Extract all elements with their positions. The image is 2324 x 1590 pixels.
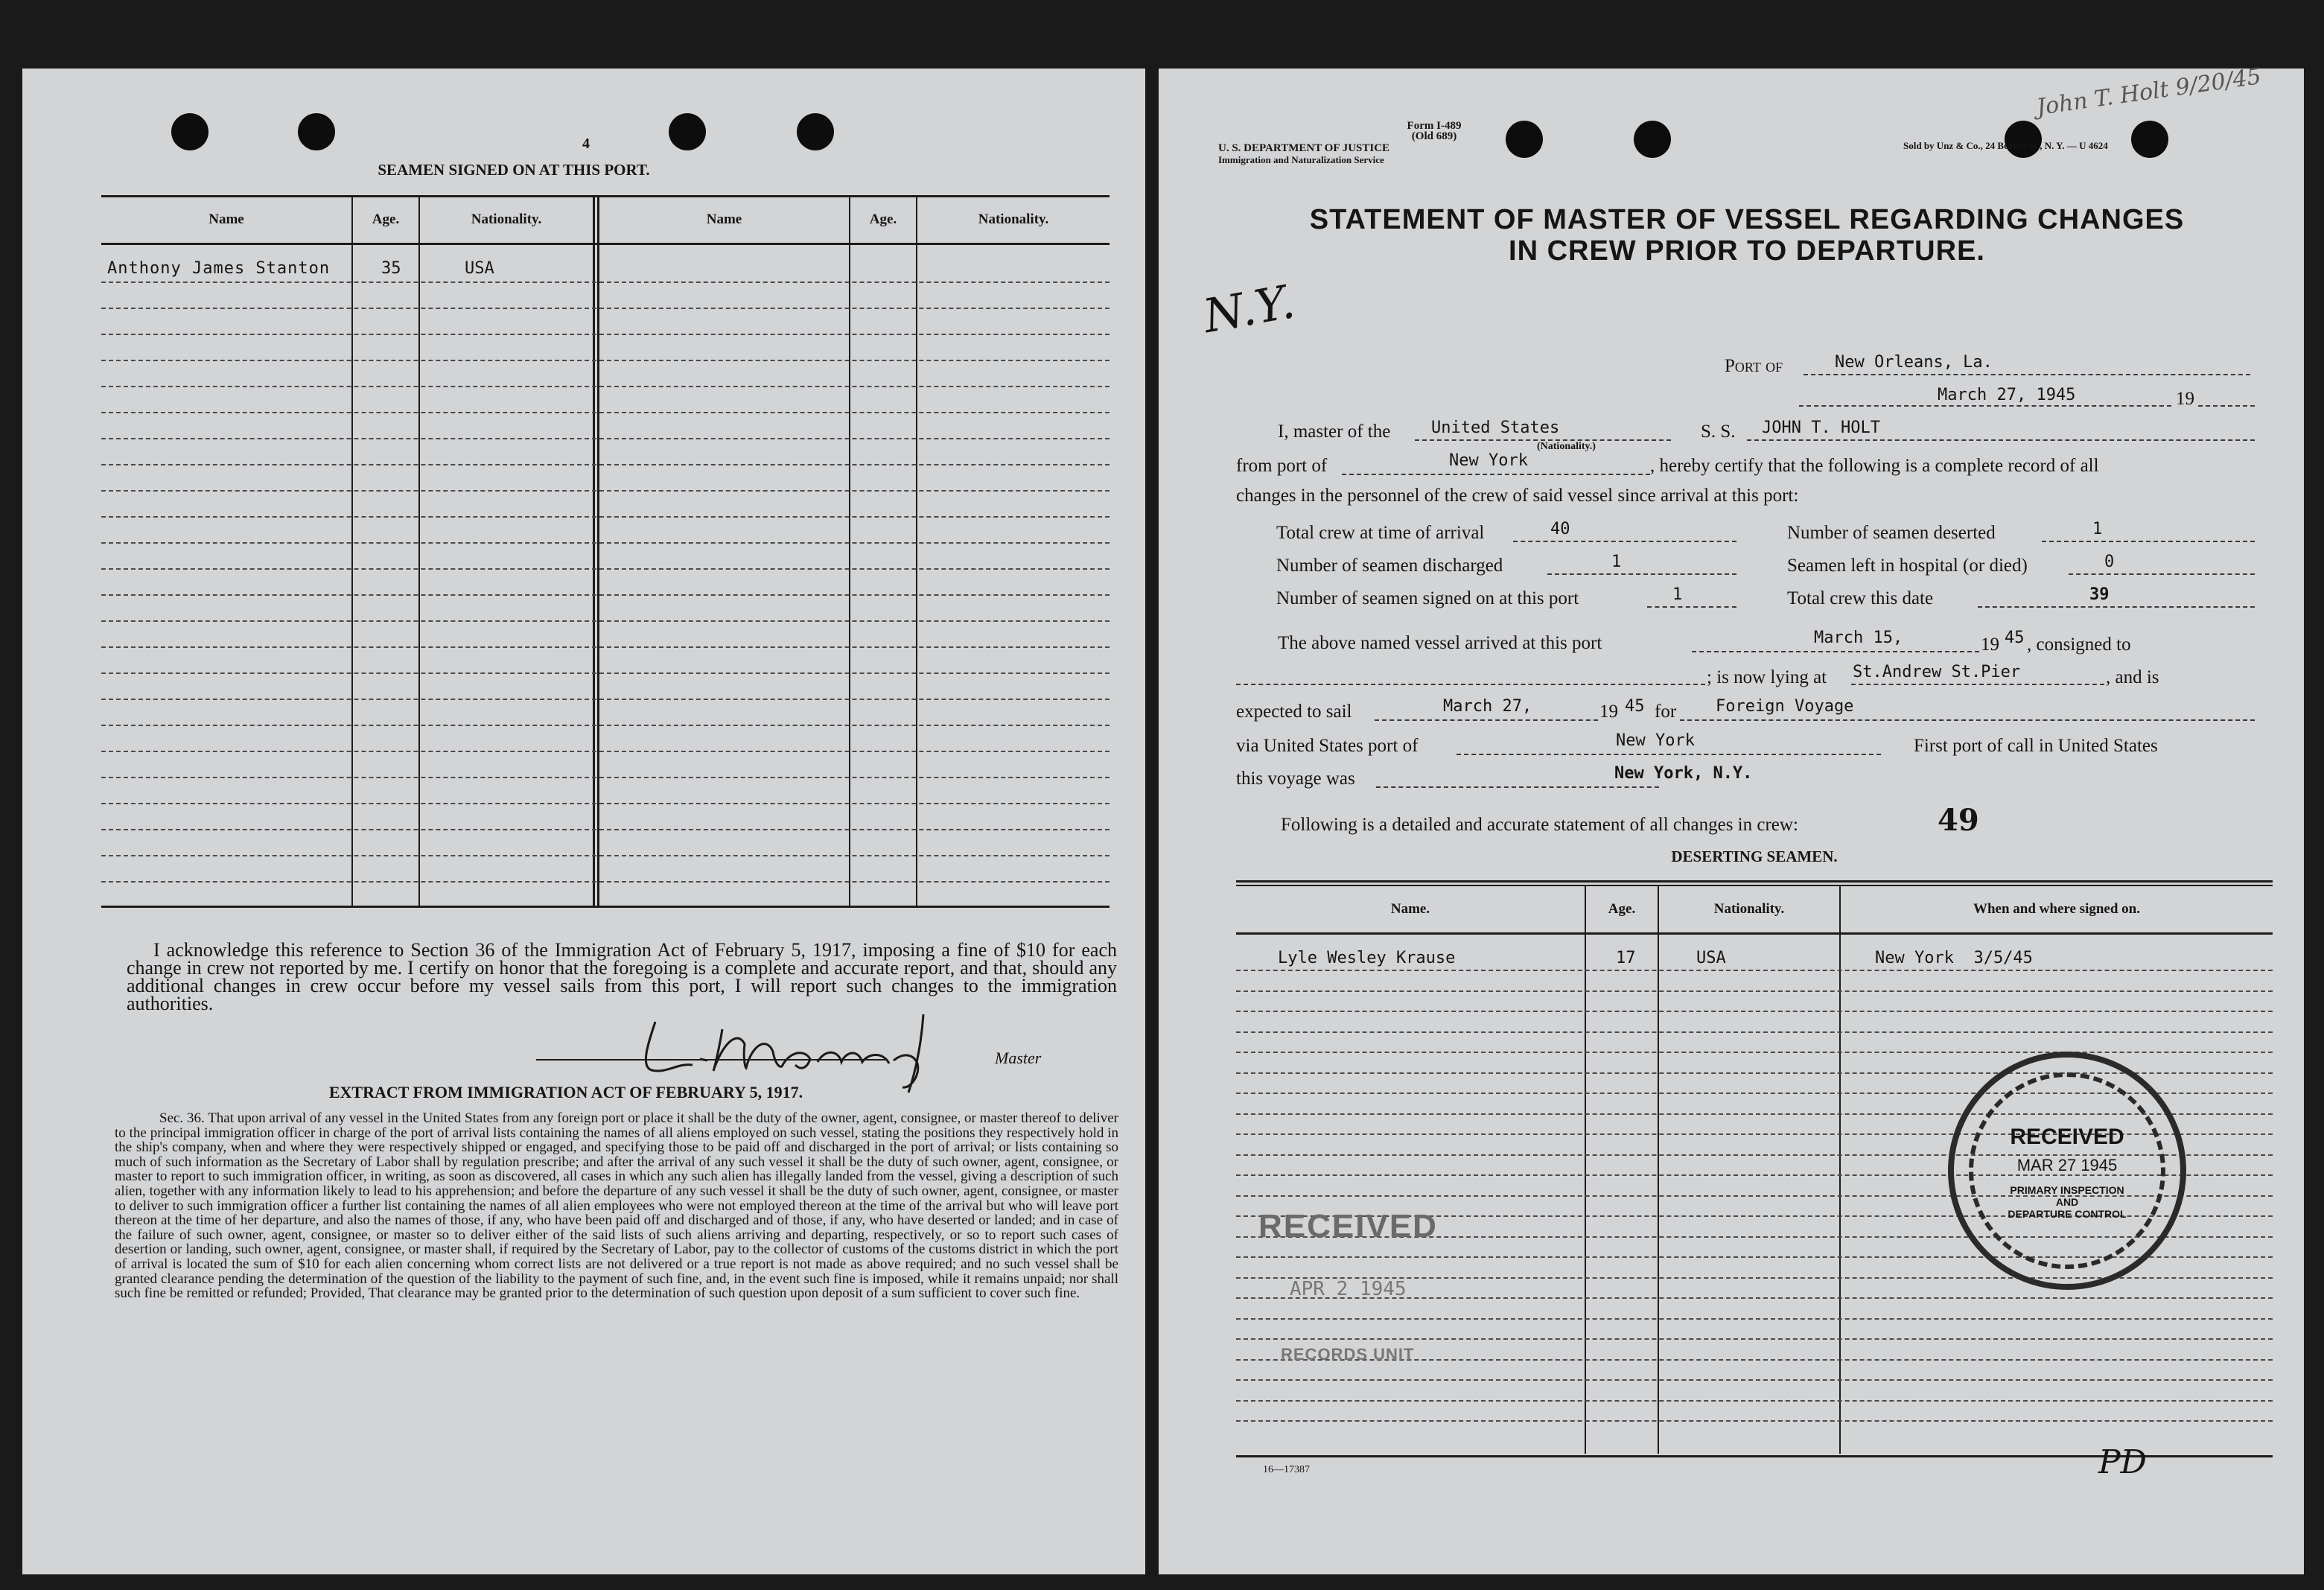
column-rule — [849, 197, 850, 906]
expected-label: expected to sail — [1236, 702, 1352, 722]
fill-line — [2042, 541, 2255, 542]
stamp-line3: DEPARTURE CONTROL — [2008, 1208, 2127, 1220]
fill-line — [1747, 439, 2255, 441]
signature-line — [536, 1059, 886, 1060]
form-number: Form I-489 — [1407, 120, 1462, 132]
punch-hole — [298, 113, 335, 150]
table-row-rule — [101, 672, 1110, 674]
total-arrival-label: Total crew at time of arrival — [1276, 523, 1485, 543]
col-header-age: Age. — [869, 212, 897, 227]
table-row-rule — [101, 725, 1110, 726]
table-row-rule — [101, 282, 1110, 283]
table-top-rule — [101, 195, 1110, 197]
fill-line — [1513, 541, 1736, 542]
table-row-rule — [101, 360, 1110, 361]
discharged-label: Number of seamen discharged — [1276, 556, 1503, 576]
deserter-name: Lyle Wesley Krause — [1278, 949, 1456, 967]
table-row-rule — [101, 386, 1110, 387]
table-row-rule — [101, 568, 1110, 570]
this-voyage-value: New York, N.Y. — [1614, 764, 1753, 783]
table-top-rule — [1236, 880, 2273, 883]
changes-text: changes in the personnel of the crew of said vessel since arrival at this port: — [1236, 486, 1799, 506]
table-row-rule — [101, 438, 1110, 439]
table-bottom-rule — [101, 906, 1110, 908]
sail-year: 45 — [1625, 697, 1645, 716]
col-header-nationality: Nationality. — [471, 212, 542, 227]
form-title-line1: STATEMENT OF MASTER OF VESSEL REGARDING CHANGES — [1309, 204, 2185, 235]
destination-value: Foreign Voyage — [1716, 697, 1854, 716]
extract-text: Sec. 36. That upon arrival of any vessel in the United States from any foreign port or place it shall be the duty of the owner, agent, consignee, or master thereof to deliver to the principal immigration officer in charge of the port of arrival lists containing the names of all aliens employed on such vessel, stating the positions they respectively hold in the ship's company, when and where they were respectively shipped or engaged, and specifying those to be paid off and discharged in the port of arrival; or lists containing so much of such information as the Secretary of Labor shall by regulation prescribe; and after the arrival of any such vessel it shall be the duty of such owner, agent, consignee, or master to report to such immigration officer, in writing, as soon as discovered, all cases in which any such alien has illegally landed from the vessel, giving a description of such alien, together with any information likely to lead to his apprehension; and before the departure of any such vessel it shall be the duty of such owner, agent, consignee, or master to deliver to such immigration officer a further list containing the names of all alien employees who were not employed thereon at the time of the arrival but who will leave port thereon at the time of her departure, and also the names of those, if any, who have been paid off and discharged and of those, if any, who have deserted or landed; and in case of the failure of such owner, agent, consignee, or master so to deliver either of the said lists of such aliens arriving and departing, respectively, or so to report such cases of desertion or landing, such owner, agent, consignee, or master shall, if required by the Secretary of Labor, pay to the collector of customs of the customs district in which the port of arrival is located the sum of $10 for each alien concerning whom correct lists are not delivered or a true report is not made as above required; and no such vessel shall be granted clearance pending the determination of the question of the liability to the payment of such fine, and, in the event such fine is imposed, while it remains unpaid; nor shall such fine be remitted or refunded; Provided, That clearance may be granted prior to the determination of such question upon deposit of a sum sufficient to cover such fine. — [115, 1110, 1118, 1302]
department-name: U. S. DEPARTMENT OF JUSTICE — [1218, 142, 1390, 154]
fill-line — [1342, 474, 1650, 475]
table-row-rule — [101, 464, 1110, 465]
deserting-heading: DESERTING SEAMEN. — [1671, 848, 1838, 865]
discharged-value: 1 — [1611, 553, 1622, 571]
column-rule — [916, 197, 917, 906]
stamp-received: RECEIVED — [2010, 1125, 2124, 1149]
table-row-rule — [1236, 1031, 2273, 1033]
column-rule — [593, 197, 595, 906]
seaman-age: 35 — [381, 259, 401, 278]
table-row-rule — [101, 829, 1110, 830]
column-rule — [1585, 886, 1586, 1454]
fill-line — [1978, 606, 2255, 608]
and-is-label: , and is — [2106, 667, 2159, 687]
first-port-label: First port of call in United States — [1914, 736, 2158, 756]
this-voyage-label: this voyage was — [1236, 769, 1355, 789]
arrived-year: 45 — [2005, 629, 2025, 647]
column-rule — [418, 197, 420, 906]
consigned-label: , consigned to — [2027, 635, 2131, 655]
col-header-nationality: Nationality. — [1713, 901, 1785, 917]
seller-imprint: Sold by Unz & Co., 24 Beaver St., N. Y. — U 4624 — [1903, 140, 2108, 151]
signed-on-value: 1 — [1672, 585, 1683, 604]
punch-hole — [171, 113, 208, 150]
table-row-rule — [101, 751, 1110, 752]
seaman-name: Anthony James Stanton — [107, 259, 331, 278]
for-label: for — [1655, 702, 1677, 722]
master-of-label: I, master of the — [1278, 422, 1391, 442]
table-row-rule — [101, 803, 1110, 804]
fill-line — [1692, 651, 1979, 652]
nationality-value: United States — [1431, 419, 1560, 437]
column-rule — [351, 197, 353, 906]
table-row-rule — [1236, 1318, 2273, 1320]
seaman-nationality: USA — [465, 259, 494, 278]
table-row-rule — [1236, 1052, 2273, 1053]
col-header-name: Name — [706, 212, 742, 227]
fill-line — [1375, 719, 1598, 721]
sail-year-prefix: 19 — [1599, 702, 1618, 722]
table-row-rule — [101, 881, 1110, 883]
total-date-label: Total crew this date — [1787, 588, 1934, 608]
total-arrival-value: 40 — [1550, 520, 1570, 538]
fill-line — [1851, 684, 2104, 685]
table-row-rule — [1236, 1379, 2273, 1381]
hospital-label: Seamen left in hospital (or died) — [1787, 556, 2028, 576]
table-row-rule — [101, 308, 1110, 309]
table-row-rule — [1236, 970, 2273, 971]
deserter-age: 17 — [1616, 949, 1636, 967]
punch-hole — [669, 113, 706, 150]
stamp-line1: PRIMARY INSPECTION — [2010, 1184, 2124, 1196]
following-text: Following is a detailed and accurate statement of all changes in crew: — [1281, 815, 1798, 835]
fill-line — [1680, 719, 2255, 721]
arrived-label: The above named vessel arrived at this port — [1278, 633, 1602, 653]
master-label: Master — [995, 1049, 1042, 1067]
right-page — [1159, 63, 2304, 1574]
deserter-nationality: USA — [1696, 949, 1726, 967]
lying-label: ; is now lying at — [1707, 667, 1827, 687]
col-header-name: Name. — [1390, 901, 1430, 917]
fill-line — [1647, 606, 1736, 608]
handwritten-initials: PD — [2098, 1443, 2147, 1481]
port-label: Port of — [1725, 356, 1783, 376]
table-row-rule — [101, 542, 1110, 544]
received-stamp-unit: RECORDS UNIT — [1281, 1345, 1415, 1364]
col-header-age: Age. — [372, 212, 400, 227]
table-row-rule — [101, 646, 1110, 648]
ss-label: S. S. — [1701, 422, 1736, 442]
table-row-rule — [1236, 1011, 2273, 1012]
deserter-signed-on: New York 3/5/45 — [1875, 949, 2033, 967]
form-header — [1322, 121, 1546, 141]
table-row-rule — [101, 490, 1110, 492]
nationality-caption: (Nationality.) — [1537, 441, 1596, 452]
table-row-rule — [1236, 1400, 2273, 1402]
fill-line — [1457, 754, 1881, 755]
page-heading: SEAMEN SIGNED ON AT THIS PORT. — [378, 161, 650, 179]
punch-hole — [1634, 121, 1671, 158]
stamp-date: MAR 27 1945 — [2016, 1156, 2118, 1174]
fill-line — [2069, 573, 2255, 575]
margin-handwritten-note: N.Y. — [1199, 273, 1299, 344]
from-port-value: New York — [1449, 451, 1528, 470]
column-rule — [597, 197, 599, 906]
table-row-rule — [101, 516, 1110, 518]
col-header-signed-on: When and where signed on. — [1973, 901, 2140, 917]
col-header-age: Age. — [1608, 901, 1636, 917]
from-port-label: from port of — [1236, 456, 1328, 476]
lying-value: St.Andrew St.Pier — [1853, 663, 2021, 681]
left-page — [22, 69, 1145, 1574]
sail-date: March 27, — [1443, 697, 1532, 716]
column-rule — [1658, 886, 1659, 1454]
received-stamp-title: RECEIVED — [1258, 1208, 1438, 1244]
certify-text: , hereby certify that the following is a complete record of all — [1650, 456, 2099, 476]
port-inspection-stamp — [1948, 1052, 2186, 1290]
fill-line — [1236, 684, 1705, 685]
total-date-value: 39 — [2089, 585, 2110, 604]
table-row-rule — [101, 334, 1110, 335]
fill-line — [1799, 405, 2171, 407]
service-name: Immigration and Naturalization Service — [1218, 154, 1384, 165]
extract-heading: EXTRACT FROM IMMIGRATION ACT OF FEBRUARY 5, 1917. — [328, 1083, 803, 1101]
fill-line — [1804, 374, 2250, 375]
table-row-rule — [101, 620, 1110, 622]
date-century: 19 — [2176, 389, 2194, 409]
signed-on-label: Number of seamen signed on at this port — [1276, 588, 1579, 608]
deserted-label: Number of seamen deserted — [1787, 523, 1996, 543]
via-label: via United States port of — [1236, 736, 1419, 756]
handwritten-number: 49 — [1938, 803, 1979, 838]
table-top-rule — [1236, 885, 2273, 886]
corner-handwritten-note: John T. Holt 9/20/45 — [2034, 63, 2263, 121]
arrived-date: March 15, — [1814, 629, 1903, 647]
stamp-line2: AND — [2055, 1196, 2079, 1208]
table-row-rule — [1236, 1338, 2273, 1340]
table-row-rule — [101, 855, 1110, 856]
form-old: (Old 689) — [1411, 130, 1457, 142]
table-row-rule — [101, 594, 1110, 596]
page-number: 4 — [582, 136, 590, 152]
hospital-value: 0 — [2104, 553, 2115, 571]
ship-name: JOHN T. HOLT — [1762, 419, 1880, 437]
column-rule — [1839, 886, 1841, 1454]
table-row-rule — [1236, 1420, 2273, 1422]
department-block — [1218, 143, 1531, 165]
date-value: March 27, 1945 — [1938, 386, 2076, 404]
deserted-value: 1 — [2092, 520, 2103, 538]
table-row-rule — [101, 412, 1110, 413]
punch-hole — [2005, 121, 2042, 158]
table-row-rule — [101, 699, 1110, 700]
table-row-rule — [1236, 990, 2273, 992]
table-header-rule — [101, 243, 1110, 245]
col-header-nationality: Nationality. — [978, 212, 1049, 227]
fill-line — [2198, 405, 2255, 407]
acknowledgment-text: I acknowledge this reference to Section 36 of the Immigration Act of February 5, 1917, imposing a fine of $10 for each change in crew not reported by me. I certify on honor that the foregoing is a complete and accurate report, and that, should any additional changes in crew occur before my vessel sails from this port, I will report such changes to the immigration authorities. — [127, 939, 1117, 1014]
fill-line — [1547, 573, 1736, 575]
col-header-name: Name — [208, 212, 244, 227]
form-title-line2: IN CREW PRIOR TO DEPARTURE. — [1509, 235, 1985, 267]
port-value: New Orleans, La. — [1835, 353, 1993, 372]
print-code: 16—17387 — [1263, 1464, 1310, 1475]
table-row-rule — [101, 777, 1110, 778]
arrived-year-prefix: 19 — [1981, 635, 1999, 655]
via-value: New York — [1616, 731, 1695, 750]
received-stamp-date: APR 2 1945 — [1290, 1278, 1407, 1300]
fill-line — [1376, 786, 1659, 788]
table-header-rule — [1236, 932, 2273, 935]
master-signature — [625, 999, 946, 1096]
punch-hole — [797, 113, 834, 150]
